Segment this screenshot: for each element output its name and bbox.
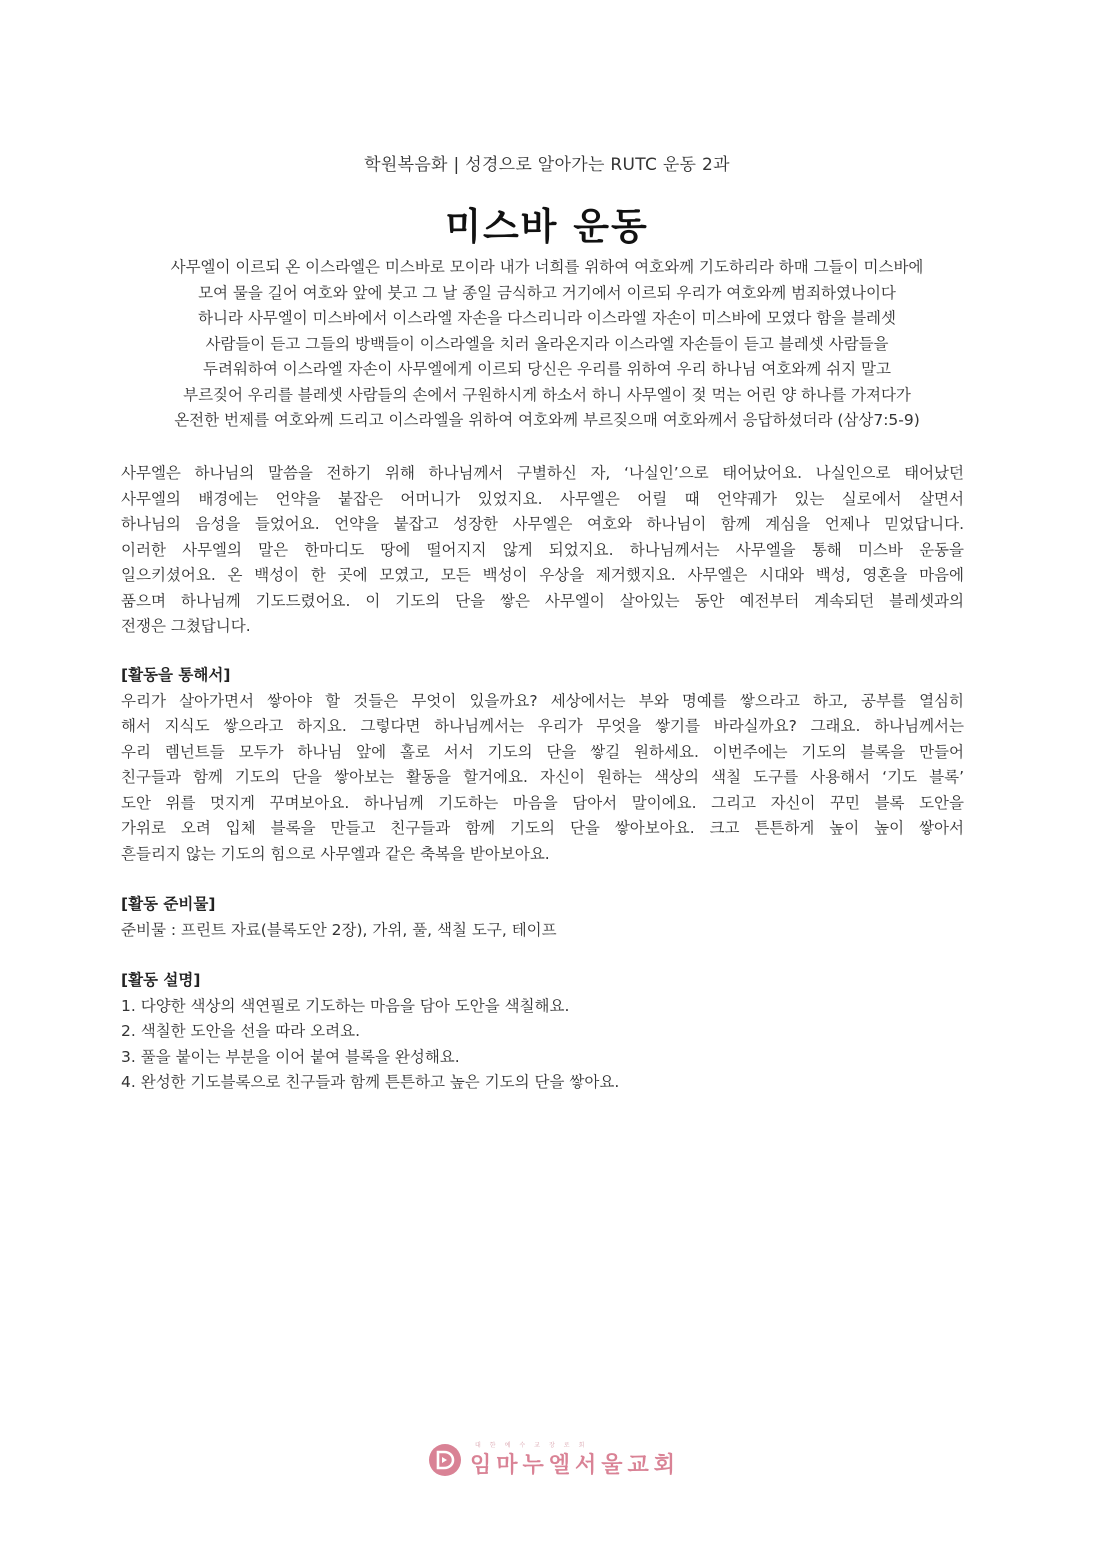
paragraph-line: 사무엘의 배경에는 언약을 붙잡은 어머니가 있었지요. 사무엘은 어릴 때 언약궤가 있는 실로에서 살면서 xyxy=(121,489,964,508)
paragraph-line: 일으키셨어요. 온 백성이 한 곳에 모였고, 모든 백성이 우상을 제거했지요. 사무엘은 시대와 백성, 영혼을 마음에 xyxy=(121,566,964,584)
page-title: 미스바 운동 xyxy=(445,205,649,248)
instruction-step: 2. 색칠한 도안을 선을 따라 오려요. xyxy=(121,1022,361,1040)
materials-text: 준비물 : 프린트 자료(블록도안 2장), 가위, 풀, 색칠 도구, 테이프 xyxy=(121,920,557,939)
paragraph-line: 품으며 하나님께 기도드렸어요. 이 기도의 단을 쌓은 사무엘이 살아있는 동안 예전부터 계속되던 블레셋과의 xyxy=(121,591,964,610)
paragraph-line: 우리가 살아가면서 쌓아야 할 것들은 무엇이 있을까요? 세상에서는 부와 명예를 쌓으라고 하고, 공부를 열심히 xyxy=(121,691,964,710)
church-logo xyxy=(428,1440,681,1488)
instructions-heading: [활동 설명] xyxy=(121,971,201,989)
paragraph-line: 도안 위를 멋지게 꾸며보아요. 하나님께 기도하는 마음을 담아서 말이에요. 그리고 자신이 꾸민 블록 도안을 xyxy=(121,793,964,812)
scripture-line: 모여 물을 길어 여호와 앞에 붓고 그 날 종일 금식하고 거기에서 이르되 우리가 여호와께 범죄하였나이다 xyxy=(198,283,896,302)
paragraph-line: 우리 렘넌트들 모두가 하나님 앞에 홀로 서서 기도의 단을 쌓길 원하세요. 이번주에는 기도의 블록을 만들어 xyxy=(121,742,964,761)
paragraph-line: 이러한 사무엘의 말은 한마디도 땅에 떨어지지 않게 되었지요. 하나님께서는 사무엘을 통해 미스바 운동을 xyxy=(121,540,964,559)
church-emblem-icon xyxy=(428,1443,462,1477)
scripture-line: 하니라 사무엘이 미스바에서 이스라엘 자손을 다스리니라 이스라엘 자손이 미스바에 모였다 함을 블레셋 xyxy=(197,309,897,327)
paragraph-line: 친구들과 함께 기도의 단을 쌓아보는 활동을 할거에요. 자신이 원하는 색상의 색칠 도구를 사용해서 ‘기도 블록’ xyxy=(121,768,964,786)
scripture-line: 사무엘이 이르되 온 이스라엘은 미스바로 모이라 내가 너희를 위하여 여호와께 기도하리라 하매 그들이 미스바에 xyxy=(170,258,924,276)
activity-heading: [활동을 통해서] xyxy=(121,666,231,684)
paragraph-line: 사무엘은 하나님의 말씀을 전하기 위해 하나님께서 구별하신 자, ‘나실인’으로 태어났어요. 나실인으로 태어났던 xyxy=(121,464,964,482)
paragraph-line: 흔들리지 않는 기도의 힘으로 사무엘과 같은 축복을 받아보아요. xyxy=(121,844,550,863)
scripture-line: 온전한 번제를 여호와께 드리고 이스라엘을 위하여 여호와께 부르짖으매 여호와께서 응답하셨더라 (삼상7:5-9) xyxy=(174,411,920,429)
materials-section xyxy=(121,892,964,943)
paragraph-line: 해서 지식도 쌓으라고 하지요. 그렇다면 하나님께서는 우리가 무엇을 쌓기를 바라실까요? 그래요. 하나님께서는 xyxy=(121,717,964,735)
instruction-step: 3. 풀을 붙이는 부분을 이어 붙여 블록을 완성해요. xyxy=(121,1047,460,1066)
scripture-line: 두려워하여 이스라엘 자손이 사무엘에게 이르되 당신은 우리를 위하여 우리 하나님 여호와께 쉬지 말고 xyxy=(203,360,891,378)
intro-paragraph xyxy=(121,461,964,640)
activity-section xyxy=(121,663,964,867)
scripture-passage xyxy=(100,255,994,434)
instruction-step: 4. 완성한 기도블록으로 친구들과 함께 튼튼하고 높은 기도의 단을 쌓아요. xyxy=(121,1073,620,1091)
scripture-line: 사람들이 듣고 그들의 방백들이 이스라엘을 치러 올라온지라 이스라엘 자손들이 듣고 블레셋 사람들을 xyxy=(205,334,889,353)
lesson-subtitle: 학원복음화 | 성경으로 알아가는 RUTC 운동 2과 xyxy=(364,155,730,175)
instructions-section xyxy=(121,968,964,1096)
logo-denomination-text: 대한예수교장로회 xyxy=(475,1442,594,1449)
materials-heading: [활동 준비물] xyxy=(121,895,216,913)
paragraph-line: 하나님의 음성을 들었어요. 언약을 붙잡고 성장한 사무엘은 여호와 하나님이 함께 계심을 언제나 믿었답니다. xyxy=(121,515,964,533)
scripture-line: 부르짖어 우리를 블레셋 사람들의 손에서 구원하시게 하소서 하니 사무엘이 젖 먹는 어린 양 하나를 가져다가 xyxy=(183,385,911,404)
logo-church-name: 임마누엘서울교회 xyxy=(470,1453,681,1478)
paragraph-line: 전쟁은 그쳤답니다. xyxy=(121,617,251,635)
paragraph-line: 가위로 오려 입체 블록을 만들고 친구들과 함께 기도의 단을 쌓아보아요. 크고 튼튼하게 높이 높이 쌓아서 xyxy=(121,819,964,837)
instruction-step: 1. 다양한 색상의 색연필로 기도하는 마음을 담아 도안을 색칠해요. xyxy=(121,996,570,1015)
